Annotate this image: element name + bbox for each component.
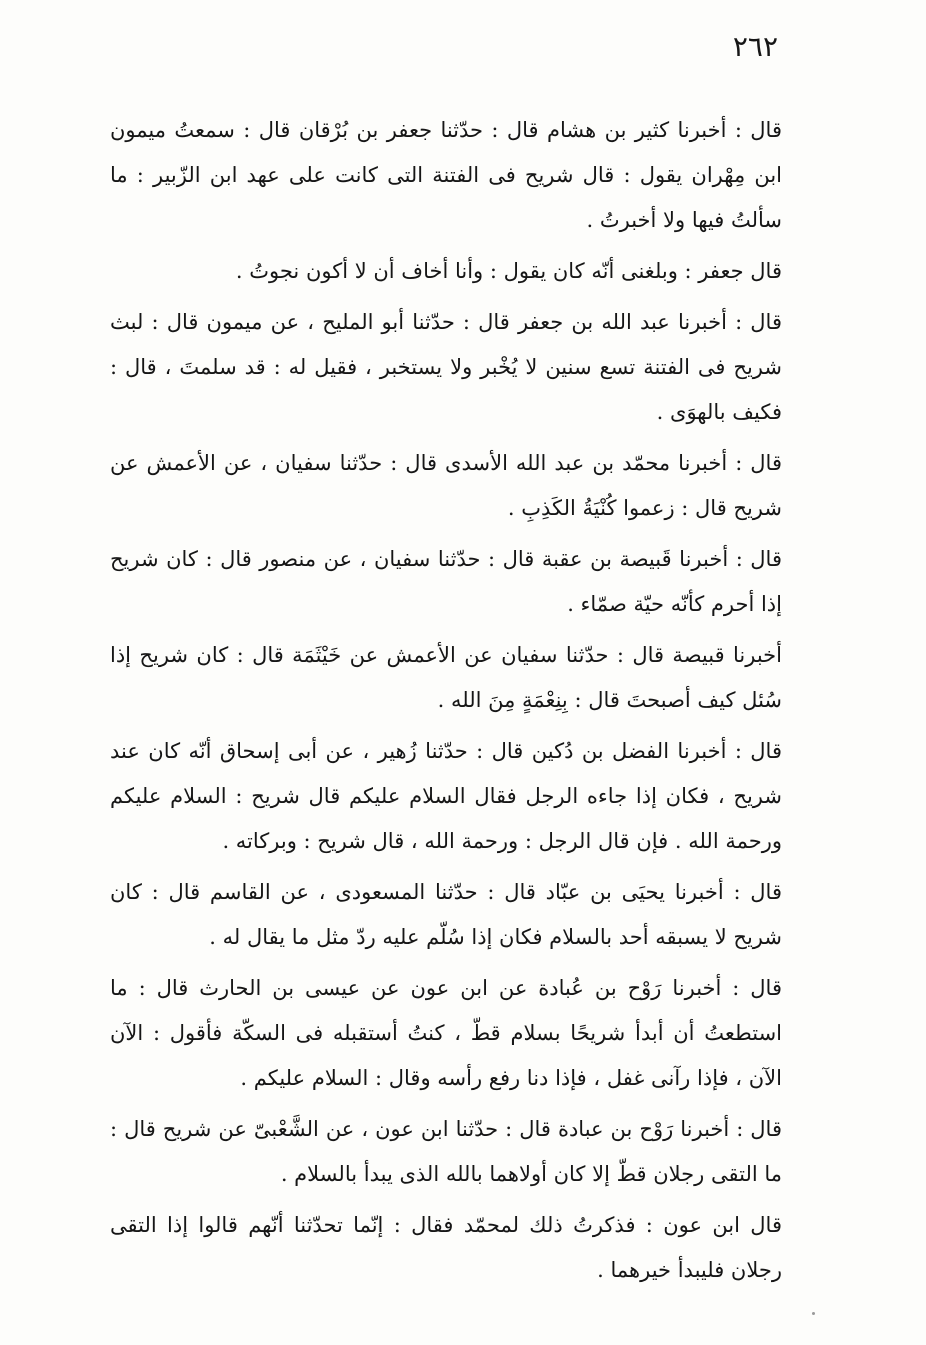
page-number: ٢٦٢ xyxy=(732,30,778,63)
paragraph: قال : أخبرنا رَوْح بن عبادة قال : حدّثنا ابن عون ، عن الشَّعْبىّ عن شريح قال : ما التقى رجلان قطّ إلا كان أولاهما بالله الذى يبدأ بالسلام . xyxy=(110,1117,782,1186)
paragraph: قال : أخبرنا محمّد بن عبد الله الأسدى قال : حدّثنا سفيان ، عن الأعمش عن شريح قال : زعموا كُنْيَةُ الكَذِبِ . xyxy=(110,451,782,520)
paragraph: قال : أخبرنا رَوْح بن عُبادة عن ابن عون عن عيسى بن الحارث قال : ما استطعتُ أن أبدأ شريحًا بسلام قطّ ، كنتُ أستقبله فى السكّة فأقول : الآن الآن ، فإذا رآنى غفل ، فإذا دنا رفع رأسه وقال : السلام عليكم . xyxy=(110,976,782,1090)
paragraph: قال ابن عون : فذكرتُ ذلك لمحمّد فقال : إنّما تحدّثنا أنّهم قالوا إذا التقى رجلان فليبدأ خيرهما . xyxy=(110,1213,782,1282)
page-body xyxy=(110,108,782,1299)
paragraph: أخبرنا قبيصة قال : حدّثنا سفيان عن الأعمش عن خَيْثَمَة قال : كان شريح إذا سُئل كيف أصبحتَ قال : بِنِعْمَةٍ مِنَ الله . xyxy=(110,643,782,712)
paragraph: قال : أخبرنا كثير بن هشام قال : حدّثنا جعفر بن بُرْقان قال : سمعتُ ميمون ابن مِهْران يقول : قال شريح فى الفتنة التى كانت على عهد ابن الزّبير : ما سألتُ فيها ولا أخبرتُ . xyxy=(110,118,782,232)
paragraph: قال : أخبرنا الفضل بن دُكين قال : حدّثنا زُهير ، عن أبى إسحاق أنّه كان عند شريح ، فكان إذا جاءه الرجل فقال السلام عليكم قال شريح : السلام عليكم ورحمة الله . فإن قال الرجل : ورحمة الله ، قال شريح : وبركاته . xyxy=(110,739,782,853)
paragraph: قال : أخبرنا قَبيصة بن عقبة قال : حدّثنا سفيان ، عن منصور قال : كان شريح إذا أحرم كأنّه حيّة صمّاء . xyxy=(110,547,782,616)
paragraph: قال : أخبرنا يحيَى بن عبّاد قال : حدّثنا المسعودى ، عن القاسم قال : كان شريح لا يسبقه أحد بالسلام فكان إذا سُلّم عليه ردّ مثل ما يقال له . xyxy=(110,880,782,949)
paragraph: قال : أخبرنا عبد الله بن جعفر قال : حدّثنا أبو المليح ، عن ميمون قال : لبث شريح فى الفتنة تسع سنين لا يُخْبر ولا يستخبر ، فقيل له : قد سلمتَ ، قال : فكيف بالهوَى . xyxy=(110,310,782,424)
scan-speck xyxy=(812,1312,815,1315)
paragraph: قال جعفر : وبلغنى أنّه كان يقول : وأنا أخاف أن لا أكون نجوتُ . xyxy=(235,259,782,283)
